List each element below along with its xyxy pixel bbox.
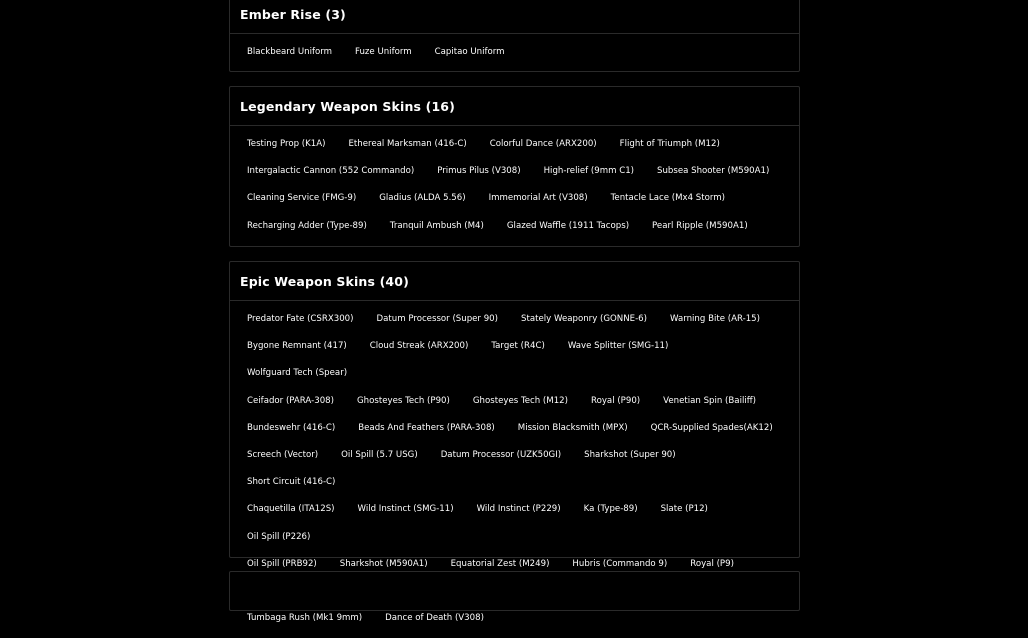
skin-item[interactable]: Primus Pilus (V308)	[437, 166, 521, 177]
skin-item[interactable]: Sharkshot (Super 90)	[584, 449, 676, 460]
skin-item[interactable]: Hubris (Commando 9)	[572, 558, 668, 569]
skin-item[interactable]: Ghosteyes Tech (P90)	[356, 395, 450, 406]
section-header	[230, 0, 799, 34]
item-list	[230, 126, 799, 246]
skin-item[interactable]: Wolfguard Tech (Spear)	[247, 368, 348, 379]
skin-item[interactable]: Recharging Adder (Type-89)	[247, 220, 367, 231]
section-title: Ember Rise (3)	[240, 6, 346, 22]
skin-item[interactable]: Tumbaga Rush (Mk1 9mm)	[247, 613, 363, 624]
skin-item[interactable]: Slate (P12)	[660, 504, 708, 515]
skin-item[interactable]: High-relief (9mm C1)	[543, 166, 635, 177]
skin-item[interactable]: Immemorial Art (V308)	[488, 193, 588, 204]
skin-item[interactable]: Predator Fate (CSRX300)	[247, 314, 354, 324]
skin-item[interactable]: Gladius (ALDA 5.56)	[379, 193, 466, 204]
skin-item[interactable]: Ethereal Marksman (416-C)	[348, 139, 467, 149]
skin-item[interactable]: Bygone Remnant (417)	[247, 341, 347, 352]
skin-item[interactable]: Intergalactic Cannon (552 Commando)	[247, 166, 415, 177]
skin-item[interactable]: Flight of Triumph (M12)	[619, 139, 720, 149]
skin-item[interactable]: Chaquetilla (ITA12S)	[247, 504, 335, 515]
skin-item[interactable]: Capitao Uniform	[434, 47, 505, 57]
skin-item[interactable]: Ka (Type-89)	[583, 504, 638, 515]
skin-item[interactable]: Royal (P9)	[690, 558, 734, 569]
skin-item[interactable]: Mission Blacksmith (MPX)	[517, 422, 628, 433]
skin-item[interactable]: Pearl Ripple (M590A1)	[652, 220, 748, 231]
section-epic-weapon-skins	[229, 261, 800, 624]
skin-item[interactable]: Screech (Vector)	[247, 449, 319, 460]
skin-item[interactable]: Warning Bite (AR-15)	[670, 314, 760, 324]
section-ember-rise	[229, 0, 800, 72]
skin-item[interactable]: Oil Spill (5.7 USG)	[341, 449, 418, 460]
skin-item[interactable]: Short Circuit (416-C)	[247, 477, 336, 488]
skin-item[interactable]: Dance of Death (V308)	[385, 613, 484, 624]
skin-item[interactable]: Ghosteyes Tech (M12)	[472, 395, 568, 406]
skin-item[interactable]: Datum Processor (Super 90)	[376, 314, 498, 324]
skin-item[interactable]: Target (R4C)	[491, 341, 545, 352]
skin-item[interactable]: Wave Splitter (SMG-11)	[567, 341, 669, 352]
skin-item[interactable]: Beads And Feathers (PARA-308)	[358, 422, 495, 433]
skin-item[interactable]: Bundeswehr (416-C)	[247, 422, 336, 433]
skin-item[interactable]: Wild Instinct (P229)	[476, 504, 561, 515]
skin-item[interactable]: Ceifador (PARA-308)	[247, 395, 334, 406]
section-header	[230, 87, 799, 126]
skin-item[interactable]: Royal (P90)	[591, 395, 641, 406]
skin-item[interactable]: Subsea Shooter (M590A1)	[657, 166, 770, 177]
skin-item[interactable]: Tranquil Ambush (M4)	[389, 220, 484, 231]
skin-item[interactable]: Datum Processor (UZK50GI)	[440, 449, 562, 460]
section-title: Legendary Weapon Skins (16)	[240, 98, 456, 114]
section-header	[230, 262, 799, 301]
skin-item[interactable]: Tentacle Lace (Mx4 Storm)	[610, 193, 725, 204]
section-legendary-weapon-skins	[229, 86, 800, 247]
skin-item[interactable]: Cloud Streak (ARX200)	[369, 341, 469, 352]
skin-item[interactable]: Fuze Uniform	[355, 47, 412, 57]
skin-item[interactable]: QCR-Supplied Spades(AK12)	[650, 422, 773, 433]
skin-item[interactable]: Testing Prop (K1A)	[247, 139, 326, 149]
skin-item[interactable]: Oil Spill (P226)	[247, 531, 311, 542]
skin-item[interactable]: Colorful Dance (ARX200)	[489, 139, 597, 149]
skin-item[interactable]: Stately Weaponry (GONNE-6)	[521, 314, 647, 324]
item-list	[230, 34, 799, 72]
section-title: Epic Weapon Skins (40)	[240, 273, 409, 289]
skin-item[interactable]: Sharkshot (M590A1)	[339, 558, 428, 569]
skin-item[interactable]: Cleaning Service (FMG-9)	[247, 193, 357, 204]
skin-item[interactable]: Wild Instinct (SMG-11)	[357, 504, 454, 515]
section-next	[229, 571, 800, 611]
skin-item[interactable]: Glazed Waffle (1911 Tacops)	[506, 220, 630, 231]
skin-item[interactable]: Venetian Spin (Bailiff)	[663, 395, 757, 406]
skin-item[interactable]: Equatorial Zest (M249)	[450, 558, 550, 569]
skin-item[interactable]: Oil Spill (PRB92)	[247, 558, 317, 569]
skin-item[interactable]: Blackbeard Uniform	[247, 47, 332, 57]
